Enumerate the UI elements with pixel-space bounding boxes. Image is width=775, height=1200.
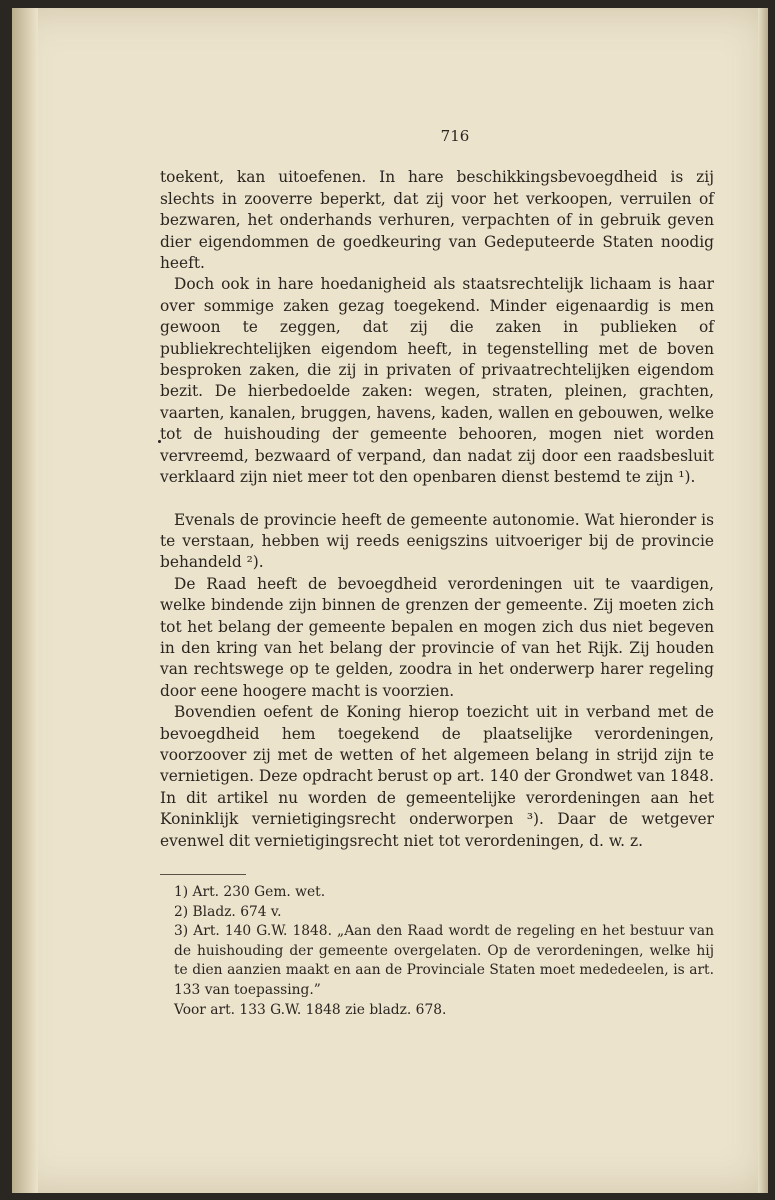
footnote-1: 1) Art. 230 Gem. wet. [174,884,326,900]
page-content [160,126,714,1020]
footnotes [160,883,714,1020]
page-edge [758,8,768,1193]
book-page [12,8,768,1193]
paragraph-2: Doch ook in hare hoedanigheid als staatsrechtelijk lichaam is haar over sommige zaken gezag toegekend. Minder eigenaardig is men gewoon te zeggen, dat zij die zaken in publieken of publiekrechtelijken eigendom heeft, in tegenstelling met de boven besproken zaken, die zij in privaten of privaatrechtelijken eigendom bezit. De hierbedoelde zaken: wegen, straten, pleinen, grachten, vaarten, kanalen, bruggen, havens, kaden, wallen en gebouwen, welke tot de huishouding der gemeente behooren, mogen niet worden vervreemd, bezwaard of verpand, dan nadat zij door een raadsbesluit verklaard zijn niet meer tot den openbaren dienst bestemd te zijn ¹). [160,275,714,487]
page-gutter [12,8,38,1193]
footnote-3-note: Voor art. 133 G.W. 1848 zie bladz. 678. [174,1001,447,1018]
paragraph-5: Bovendien oefent de Koning hierop toezicht uit in verband met de bevoegdheid hem toegekend de plaatselijke verordeningen, voorzoover zij met de wetten of het algemeen belang in strijd zijn te vernietigen. Deze opdracht berust op art. 140 der Grondwet van 1848. In dit artikel nu worden de gemeentelijke verordeningen aan het Koninklijk vernietigingsrecht onderworpen ³). Daar de wetgever evenwel dit vernietigingsrecht niet tot verordeningen, d. w. z. [160,703,714,850]
paragraph-4: De Raad heeft de bevoegdheid verordeningen uit te vaardigen, welke bindende zijn binnen de grenzen der gemeente. Zij moeten zich tot het belang der gemeente bepalen en mogen zich dus niet begeven in den kring van het belang der provincie of van het Rijk. Zij houden van rechtswege op te gelden, zoodra in het onderwerp harer regeling door eene hoogere macht is voorzien. [160,574,714,700]
page-number: 716 [440,127,470,145]
footnote-2: 2) Bladz. 674 v. [174,903,282,920]
footnote-divider [160,874,246,875]
paragraph-3: Evenals de provincie heeft de gemeente autonomie. Wat hieronder is te verstaan, hebben wij reeds eenigszins uitvoeriger bij de provincie behandeld ²). [160,510,714,572]
paragraph-1: toekent, kan uitoefenen. In hare beschikkingsbevoegdheid is zij slechts in zooverre beperkt, dat zij voor het verkoopen, verruilen of bezwaren, het onderhands verhuren, verpachten of in gebruik geven dier eigendommen de goedkeuring van Gedeputeerde Staten noodig heeft. [160,168,714,273]
footnote-3: 3) Art. 140 G.W. 1848. „Aan den Raad wordt de regeling en het bestuur van de huishouding der gemeente overgelaten. Op de verordeningen, welke hij te dien aanzien maakt en aan de Provinciale Staten moet mededeelen, is art. 133 van toepassing.” [174,923,714,998]
